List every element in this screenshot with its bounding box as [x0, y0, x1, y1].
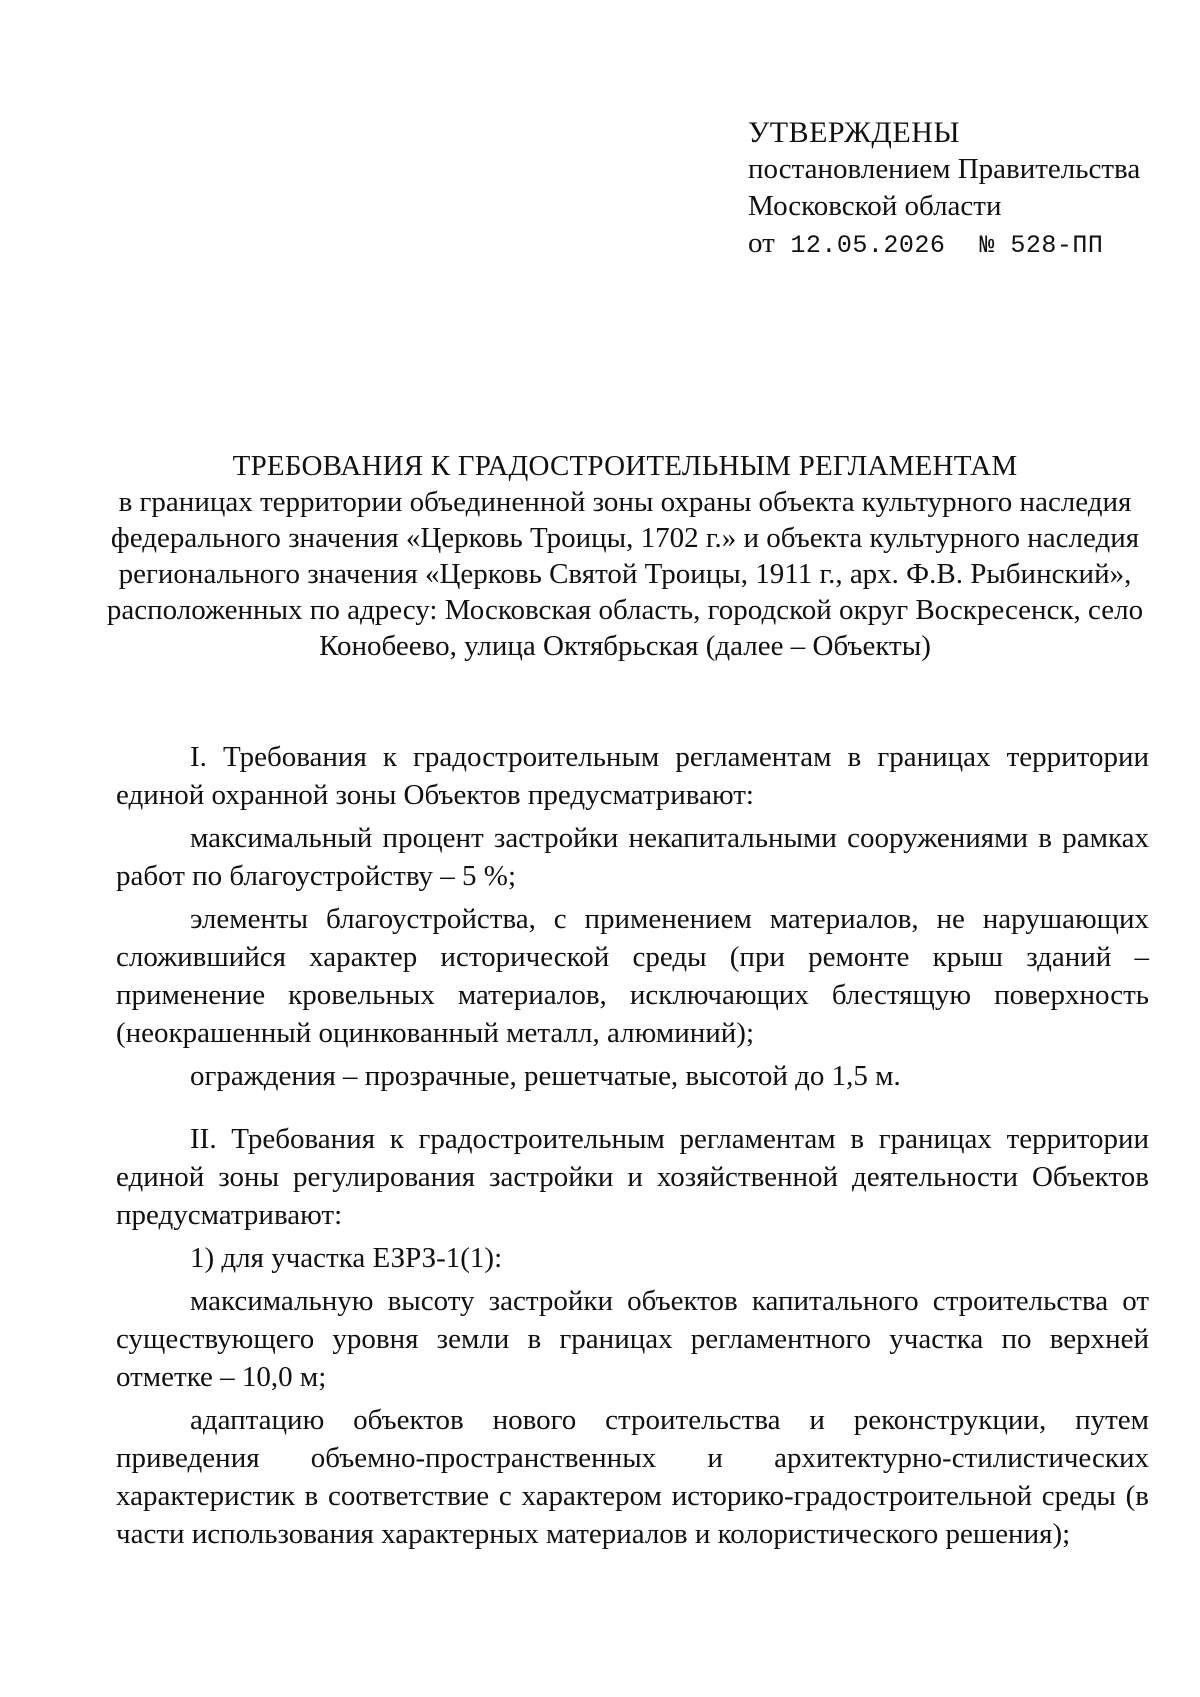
section-2-intro: II. Требования к градостроительным регламентам в границах территории единой зоны регулирования застройки и хозяйственной деятельности Объектов предусматривают:	[116, 1123, 1149, 1231]
approval-title: УТВЕРЖДЕНЫ	[748, 116, 961, 149]
section-1-intro: I. Требования к градостроительным регламентам в границах территории единой охранной зоны Объектов предусматривают:	[116, 741, 1149, 811]
document-subtitle-line: федерального значения «Церковь Троицы, 1702 г.» и объекта культурного наследия	[110, 522, 1140, 554]
approval-date-prefix: от	[748, 227, 775, 259]
section-1	[116, 738, 1149, 1095]
approval-number: № 528-ПП	[979, 231, 1104, 260]
document-heading: ТРЕБОВАНИЯ К ГРАДОСТРОИТЕЛЬНЫМ РЕГЛАМЕНТАМ	[232, 450, 1018, 482]
section-1-item: ограждения – прозрачные, решетчатые, высотой до 1,5 м.	[190, 1060, 901, 1092]
document-title-block	[100, 448, 1150, 664]
section-2-item: максимальную высоту застройки объектов капитального строительства от существующего уровня земли в границах регламентного участка по верхней отметке – 10,0 м;	[116, 1285, 1149, 1393]
approval-date-line	[748, 225, 1140, 264]
approval-date: 12.05.2026	[790, 231, 946, 260]
section-1-item: максимальный процент застройки некапитальными сооружениями в рамках работ по благоустройству – 5 %;	[116, 822, 1149, 892]
approval-line-2: Московской области	[748, 190, 1002, 222]
document-subtitle-line: Конобеево, улица Октябрьская (далее – Объекты)	[319, 630, 931, 662]
document-subtitle-line: расположенных по адресу: Московская область, городской округ Воскресенск, село	[106, 594, 1144, 626]
section-2-subsection: 1) для участка ЕЗРЗ-1(1):	[190, 1242, 503, 1274]
approval-stamp	[748, 114, 1140, 264]
section-1-item: элементы благоустройства, с применением материалов, не нарушающих сложившийся характер исторической среды (при ремонте крыш зданий – применение кровельных материалов, исключающих блестящую поверхность (неокрашенный оцинкованный металл, алюминий);	[116, 903, 1149, 1049]
section-2	[116, 1120, 1149, 1553]
section-2-item: адаптацию объектов нового строительства и реконструкции, путем приведения объемно-пространственных и архитектурно-стилистических характеристик в соответствие с характером историко-градостроительной среды (в части использования характерных материалов и колористического решения);	[116, 1404, 1149, 1550]
document-subtitle-line: в границах территории объединенной зоны охраны объекта культурного наследия	[118, 486, 1132, 518]
approval-line-1: постановлением Правительства	[748, 153, 1141, 185]
document-subtitle-line: регионального значения «Церковь Святой Троицы, 1911 г., арх. Ф.В. Рыбинский»,	[118, 558, 1132, 590]
